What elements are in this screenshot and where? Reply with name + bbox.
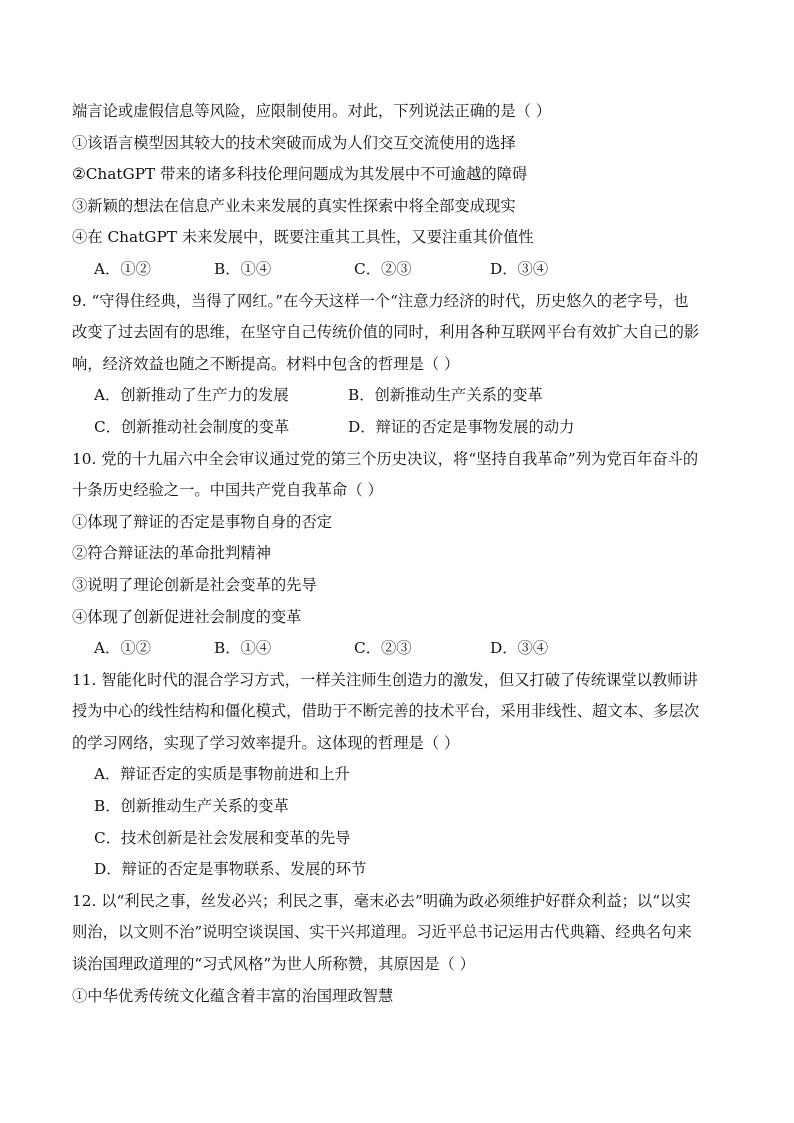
q11-option-b: B．创新推动生产关系的变革	[94, 797, 289, 816]
q9-stem-line-1: 9. “守得住经典，当得了网红。”在今天这样一个“注意力经济的时代，历史悠久的老字号，也	[72, 291, 689, 310]
q11-stem-line-1: 11. 智能化时代的混合学习方式，一样关注师生创造力的激发，但又打破了传统课堂以教师讲	[72, 670, 698, 689]
q9-option-d: D．辩证的否定是事物发展的动力	[348, 417, 575, 436]
q9-option-b: B．创新推动生产关系的变革	[348, 386, 543, 405]
q12-stem-line-1: 12. 以“利民之事，丝发必兴；利民之事，毫末必去”明确为政必须维护好群众利益；以“以实	[72, 891, 691, 910]
q9-options-row-1	[72, 380, 722, 412]
q10-stem-line-1: 10. 党的十九届六中全会审议通过党的第三个历史决议，将“坚持自我革命”列为党百年奋斗的	[72, 449, 699, 468]
q8-option-d: D．③④	[490, 259, 549, 278]
q10-statement-3: ③说明了理论创新是社会变革的先导	[72, 575, 317, 594]
q8-statement-2: ②ChatGPT 带来的诸多科技伦理问题成为其发展中不可逾越的障碍	[72, 165, 528, 184]
q11-option-a: A．辩证否定的实质是事物前进和上升	[94, 765, 350, 784]
q8-option-b: B．①④	[214, 259, 272, 278]
q9-option-c: C．创新推动社会制度的变革	[94, 417, 290, 436]
q9-option-a: A．创新推动了生产力的发展	[94, 386, 289, 405]
q8-statement-3: ③新颖的想法在信息产业未来发展的真实性探索中将全部变成现实	[72, 196, 516, 215]
q11-option-c: C．技术创新是社会发展和变革的先导	[94, 828, 351, 847]
q8-option-a: A．①②	[94, 259, 151, 278]
q10-option-c: C．②③	[354, 639, 412, 658]
q10-option-a: A．①②	[94, 639, 151, 658]
q9-stem-line-2: 改变了过去固有的思维，在坚守自己传统价值的同时，利用各种互联网平台有效扩大自己的影	[72, 323, 700, 342]
q10-stem-line-2: 十条历史经验之一。中国共产党自我革命（ ）	[72, 481, 383, 500]
exam-content	[72, 96, 722, 1012]
q8-statement-1: ①该语言模型因其较大的技术突破而成为人们交互交流使用的选择	[72, 133, 516, 152]
q8-stem-tail: 端言论或虚假信息等风险，应限制使用。对此，下列说法正确的是（ ）	[72, 102, 552, 120]
q12-stem-line-2: 则治，以文则不治”说明空谈误国、实干兴邦道理。习近平总书记运用古代典籍、经典名句来	[72, 923, 692, 942]
q9-stem-line-3: 响，经济效益也随之不断提高。材料中包含的哲理是（ ）	[72, 354, 460, 373]
q11-stem-line-3: 的学习网络，实现了学习效率提升。这体现的哲理是（ ）	[72, 733, 460, 752]
q12-stem-line-3: 谈治国理政道理的“习式风格”为世人所称赞，其原因是（ ）	[72, 955, 475, 974]
q8-statement-4: ④在 ChatGPT 未来发展中，既要注重其工具性，又要注重其价值性	[72, 228, 534, 247]
q11-stem-line-2: 授为中心的线性结构和僵化模式，借助于不断完善的技术平台，采用非线性、超文本、多层次	[72, 702, 700, 721]
q11-option-d: D．辩证的否定是事物联系、发展的环节	[94, 860, 367, 879]
q12-statement-1: ①中华优秀传统文化蕴含着丰富的治国理政智慧	[72, 986, 394, 1005]
q8-options	[72, 254, 722, 286]
q10-options	[72, 633, 722, 665]
q8-option-c: C．②③	[354, 259, 412, 278]
q10-statement-2: ②符合辩证法的革命批判精神	[72, 544, 271, 563]
q10-statement-4: ④体现了创新促进社会制度的变革	[72, 607, 302, 626]
q10-statement-1: ①体现了辩证的否定是事物自身的否定	[72, 512, 333, 531]
q9-options-row-2	[72, 412, 722, 444]
q10-option-b: B．①④	[214, 639, 272, 658]
q10-option-d: D．③④	[490, 639, 549, 658]
